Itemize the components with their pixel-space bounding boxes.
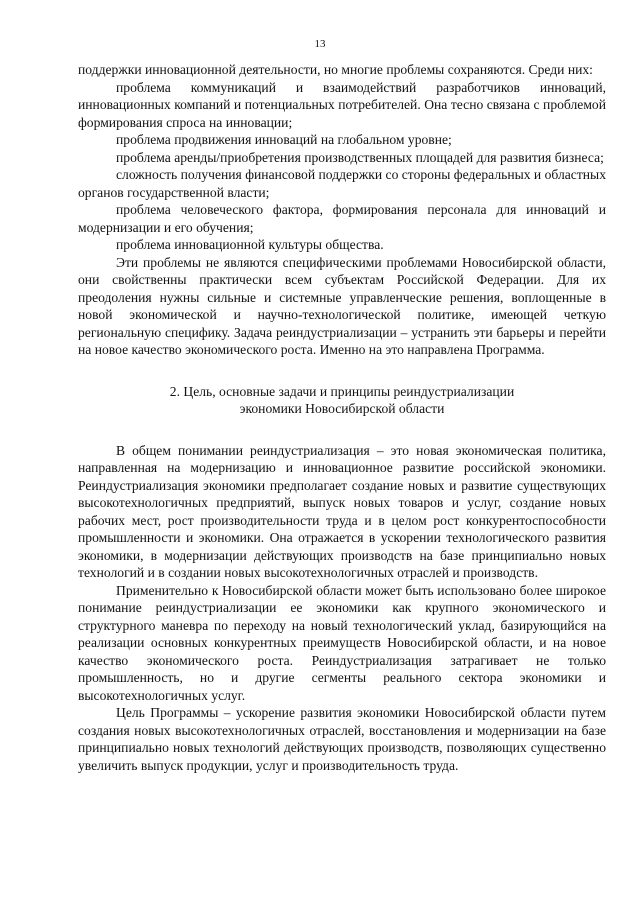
- page-number: 13: [314, 38, 326, 50]
- section-paragraph: Цель Программы – ускорение развития экономики Новосибирской области путем создания новых высокотехнологичных отраслей, восстановления и модернизации на базе принципиально новых технологий действующих производств, позволяющих существенно увеличить выпуск продукции, услуг и производительность труда.: [78, 705, 606, 773]
- section-heading: [78, 383, 606, 418]
- problem-item: проблема продвижения инноваций на глобальном уровне;: [116, 132, 452, 147]
- section-paragraph: Применительно к Новосибирской области может быть использовано более широкое понимание реиндустриализации ее экономики как крупного экономического и структурного маневра по переходу на новый технологический уклад, базирующийся на реализации основных конкурентных преимуществ Новосибирской области, и на новое качество экономического роста. Реиндустриализация затрагивает не только промышленность, но и другие сегменты реального сектора экономики и высокотехнологичных услуг.: [78, 582, 606, 703]
- intro-summary: Эти проблемы не являются специфическими проблемами Новосибирской области, они свойственны практически всем субъектам Российской Федерации. Для их преодоления нужны сильные и системные управленческие решения, воплощенные в новой экономической и научно-технологической политике, имеющей четкую региональную специфику. Задача реиндустриализации – устранить эти барьеры и перейти на новое качество экономического роста. Именно на это направлена Программа.: [78, 254, 606, 357]
- section-paragraph: В общем понимании реиндустриализация – это новая экономическая политика, направленная на модернизацию и инновационное развитие российской экономики. Реиндустриализация экономики предполагает создание новых и развитие существующих высокотехнологичных предприятий, выпуск новых товаров и услуг, создание новых рабочих мест, рост производительности труда и в целом рост конкурентоспособности промышленности и экономики. Она отражается в ускорении технологического развития экономики, в модернизации действующих производств на базе принципиально новых технологий и в создании новых высокотехнологичных отраслей и производств.: [78, 442, 606, 580]
- section-heading-line: 2. Цель, основные задачи и принципы реиндустриализации: [169, 383, 515, 399]
- section-heading-line: экономики Новосибирской области: [239, 401, 445, 416]
- page-content: [78, 61, 606, 774]
- problem-item: сложность получения финансовой поддержки со стороны федеральных и областных органов государственной власти;: [78, 167, 606, 200]
- problem-item: проблема инновационной культуры общества.: [116, 237, 384, 252]
- intro-lead: поддержки инновационной деятельности, но многие проблемы сохраняются. Среди них:: [78, 62, 593, 77]
- problem-item: проблема коммуникаций и взаимодействий разработчиков инноваций, инновационных компаний и потенциальных потребителей. Она тесно связана с проблемой формирования спроса на инновации;: [78, 79, 606, 130]
- problem-item: проблема человеческого фактора, формирования персонала для инноваций и модернизации и его обучения;: [78, 202, 606, 235]
- problem-item: проблема аренды/приобретения производственных площадей для развития бизнеса;: [116, 149, 604, 165]
